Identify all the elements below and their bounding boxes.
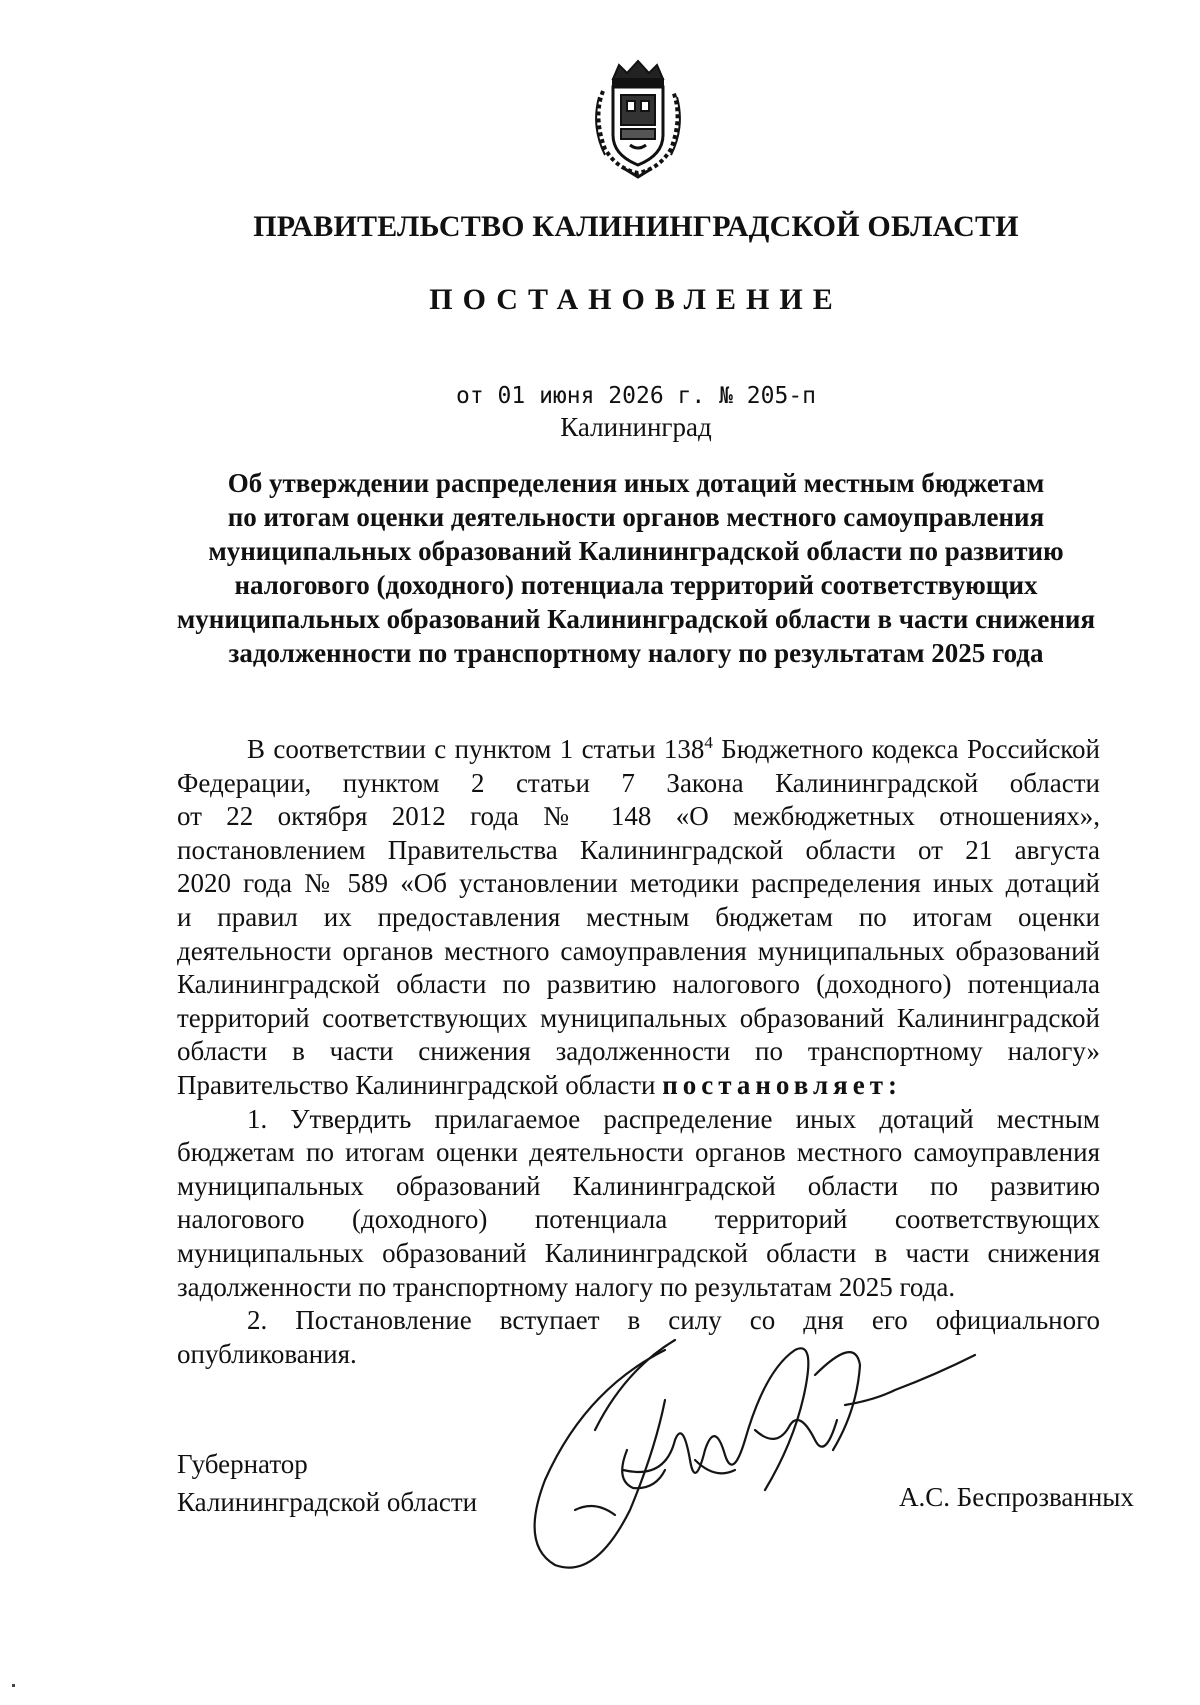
- document-subject: [172, 466, 1100, 670]
- preamble-line: Калининградской области по развитию налогового (доходного) потенциала: [177, 969, 1100, 1000]
- city: Калининград: [560, 412, 712, 442]
- superscript: 4: [704, 733, 713, 752]
- item-line: муниципальных образований Калининградской области по развитию: [177, 1170, 1100, 1201]
- item-line: налогового (доходного) потенциала территорий соответствующих: [177, 1204, 1100, 1235]
- coat-of-arms-icon: [583, 57, 693, 179]
- item-line: 2. Постановление вступает в силу со дня его официального: [247, 1305, 1100, 1336]
- subject-line: муниципальных образований Калининградской области по развитию: [208, 536, 1064, 566]
- preamble-line: В соответствии с пунктом 1 статьи $138^4$ Бюджетного кодекса Российской: [247, 733, 1101, 764]
- item-line: 1. Утвердить прилагаемое распределение иных дотаций местным: [247, 1103, 1100, 1134]
- position-line: Губернатор: [177, 1449, 308, 1479]
- preamble-line: территорий соответствующих муниципальных образований Калининградской: [177, 1002, 1100, 1033]
- government-title: ПРАВИТЕЛЬСТВО КАЛИНИНГРАДСКОЙ ОБЛАСТИ: [253, 210, 1019, 243]
- preamble-line: Правительство Калининградской области постановляет:: [177, 1069, 902, 1100]
- document-body: [177, 733, 1100, 1371]
- signatory-position: [177, 1445, 477, 1521]
- preamble-line: от 22 октября 2012 года № 148 «О межбюджетных отношениях»,: [177, 801, 1100, 832]
- item-line: муниципальных образований Калининградской области в части снижения: [177, 1237, 1100, 1268]
- preamble-line: постановлением Правительства Калининградской области от 21 августа: [177, 834, 1100, 865]
- scan-artifact: [12, 1684, 15, 1687]
- signatory-name: А.С. Беспрозванных: [899, 1482, 1134, 1512]
- decree-word: постановляет:: [662, 1069, 902, 1100]
- item-line: опубликования.: [177, 1338, 357, 1369]
- subject-line: по итогам оценки деятельности органов местного самоуправления: [227, 502, 1045, 532]
- position-line: Калининградской области: [177, 1487, 478, 1517]
- item-line: бюджетам по итогам оценки деятельности органов местного самоуправления: [177, 1137, 1100, 1168]
- date-and-number: от 01 июня 2026 г. № 205-п: [455, 383, 817, 409]
- handwritten-signature: [515, 1330, 995, 1590]
- preamble-line: 2020 года № 589 «Об установлении методики распределения иных дотаций: [177, 868, 1100, 899]
- subject-line: муниципальных образований Калининградской области в части снижения: [176, 604, 1096, 634]
- subject-line: задолженности по транспортному налогу по результатам 2025 года: [228, 638, 1044, 668]
- preamble-line: Федерации, пунктом 2 статьи 7 Закона Калининградской области: [177, 767, 1100, 798]
- preamble-line: области в части снижения задолженности по транспортному налогу»: [177, 1036, 1100, 1067]
- subject-line: налогового (доходного) потенциала территорий соответствующих: [234, 570, 1038, 600]
- preamble-line: и правил их предоставления местным бюджетам по итогам оценки: [177, 901, 1100, 932]
- document-type: ПОСТАНОВЛЕНИЕ: [429, 283, 843, 316]
- item-line: задолженности по транспортному налогу по результатам 2025 года.: [177, 1271, 956, 1302]
- subject-line: Об утверждении распределения иных дотаций местным бюджетам: [227, 468, 1045, 498]
- preamble-line: деятельности органов местного самоуправления муниципальных образований: [177, 935, 1100, 966]
